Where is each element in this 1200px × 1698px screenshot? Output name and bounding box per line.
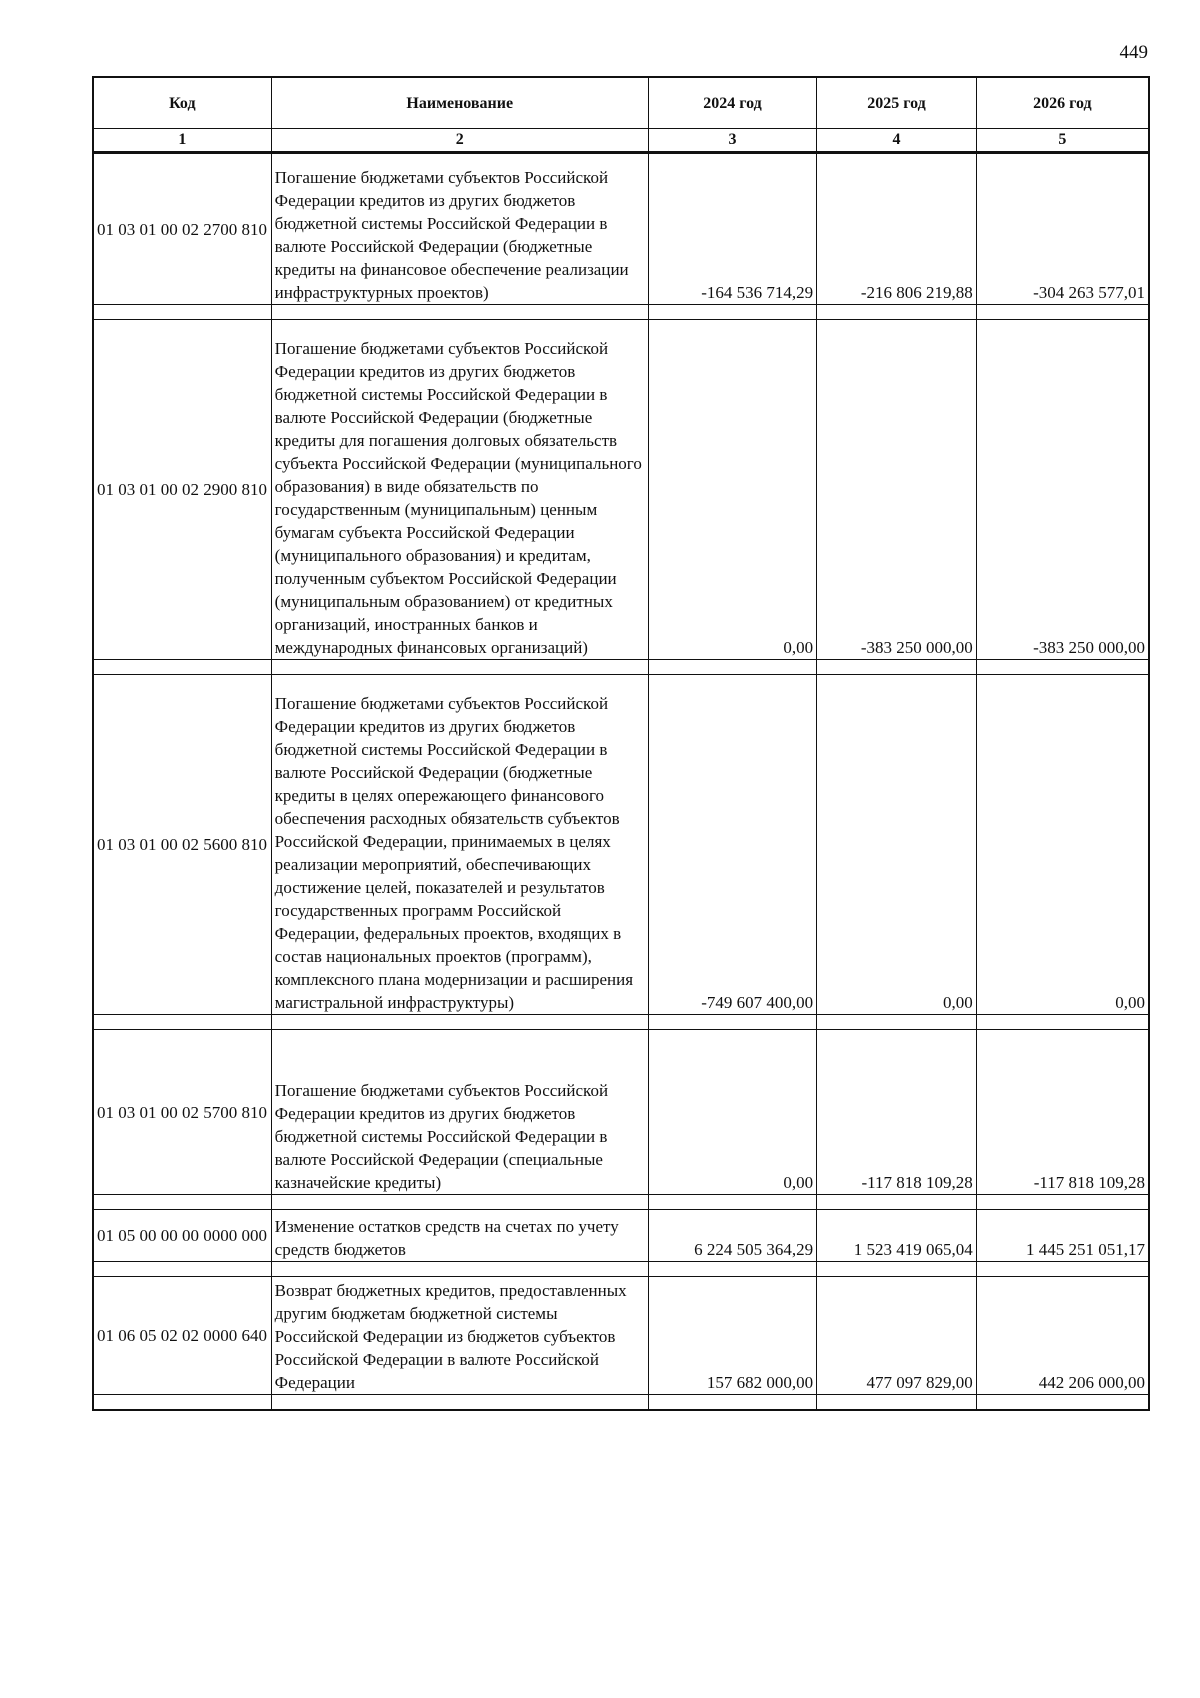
spacer-cell [976, 1195, 1149, 1210]
spacer-cell [817, 660, 977, 675]
spacer-cell [817, 1395, 977, 1411]
row-name: Погашение бюджетами субъектов Российской Федерации кредитов из других бюджетов бюджетной системы Российской Федерации в валюте Российской Федерации (специальные казначейские кредиты) [271, 1030, 648, 1195]
spacer-cell [648, 660, 816, 675]
spacer-cell [976, 660, 1149, 675]
row-value-2024: -749 607 400,00 [648, 675, 816, 1015]
row-name: Изменение остатков средств на счетах по учету средств бюджетов [271, 1210, 648, 1262]
row-code: 01 03 01 00 02 5600 810 [93, 675, 271, 1015]
row-value-2025: -383 250 000,00 [817, 320, 977, 660]
spacer-cell [93, 1262, 271, 1277]
spacer-row [93, 660, 1149, 675]
spacer-cell [976, 1015, 1149, 1030]
header-2025: 2025 год [817, 77, 977, 129]
spacer-cell [648, 1195, 816, 1210]
header-name: Наименование [271, 77, 648, 129]
spacer-cell [648, 1015, 816, 1030]
row-value-2026: -304 263 577,01 [976, 153, 1149, 305]
table-row [93, 1277, 1149, 1395]
spacer-cell [271, 1015, 648, 1030]
row-value-2026: 0,00 [976, 675, 1149, 1015]
spacer-cell [817, 1262, 977, 1277]
spacer-row [93, 1395, 1149, 1411]
row-code: 01 05 00 00 00 0000 000 [93, 1210, 271, 1262]
spacer-row [93, 1195, 1149, 1210]
row-code: 01 03 01 00 02 5700 810 [93, 1030, 271, 1195]
table-column-number-row [93, 129, 1149, 153]
row-value-2025: 1 523 419 065,04 [817, 1210, 977, 1262]
table-header-row [93, 77, 1149, 129]
row-value-2024: 0,00 [648, 1030, 816, 1195]
row-name: Возврат бюджетных кредитов, предоставленных другим бюджетам бюджетной системы Российской Федерации из бюджетов субъектов Российской Федерации в валюте Российской Федерации [271, 1277, 648, 1395]
spacer-row [93, 1262, 1149, 1277]
spacer-cell [817, 1015, 977, 1030]
spacer-cell [271, 1195, 648, 1210]
row-value-2025: -117 818 109,28 [817, 1030, 977, 1195]
spacer-row [93, 1015, 1149, 1030]
row-name: Погашение бюджетами субъектов Российской Федерации кредитов из других бюджетов бюджетной системы Российской Федерации в валюте Российской Федерации (бюджетные кредиты для погашения долговых обязательств субъекта Российской Федерации (муниципального образования) в виде обязательств по государственным (муниципальным) ценным бумагам субъекта Российской Федерации (муниципального образования) и кредитам, полученным субъектом Российской Федерации (муниципальным образованием) от кредитных организаций, иностранных банков и международных финансовых организаций) [271, 320, 648, 660]
header-2026: 2026 год [976, 77, 1149, 129]
spacer-cell [976, 1262, 1149, 1277]
table-row [93, 320, 1149, 660]
table-row [93, 1030, 1149, 1195]
row-value-2025: -216 806 219,88 [817, 153, 977, 305]
spacer-cell [271, 1395, 648, 1411]
row-name: Погашение бюджетами субъектов Российской Федерации кредитов из других бюджетов бюджетной системы Российской Федерации в валюте Российской Федерации (бюджетные кредиты в целях опережающего финансового обеспечения расходных обязательств субъектов Российской Федерации, принимаемых в целях реализации мероприятий, обеспечивающих достижение целей, показателей и результатов государственных программ Российской Федерации, федеральных проектов, входящих в состав национальных проектов (программ), комплексного плана модернизации и расширения магистральной инфраструктуры) [271, 675, 648, 1015]
spacer-cell [93, 305, 271, 320]
column-number-3: 3 [648, 129, 816, 153]
spacer-cell [648, 1262, 816, 1277]
spacer-cell [648, 305, 816, 320]
row-code: 01 06 05 02 02 0000 640 [93, 1277, 271, 1395]
row-code: 01 03 01 00 02 2700 810 [93, 153, 271, 305]
header-code: Код [93, 77, 271, 129]
spacer-cell [817, 305, 977, 320]
row-value-2025: 0,00 [817, 675, 977, 1015]
table-row [93, 1210, 1149, 1262]
row-name: Погашение бюджетами субъектов Российской Федерации кредитов из других бюджетов бюджетной системы Российской Федерации в валюте Российской Федерации (бюджетные кредиты на финансовое обеспечение реализации инфраструктурных проектов) [271, 153, 648, 305]
column-number-4: 4 [817, 129, 977, 153]
column-number-2: 2 [271, 129, 648, 153]
spacer-cell [271, 660, 648, 675]
row-value-2024: 157 682 000,00 [648, 1277, 816, 1395]
page-number: 449 [1119, 42, 1148, 63]
row-value-2026: 442 206 000,00 [976, 1277, 1149, 1395]
row-value-2026: -117 818 109,28 [976, 1030, 1149, 1195]
row-value-2024: -164 536 714,29 [648, 153, 816, 305]
row-value-2026: -383 250 000,00 [976, 320, 1149, 660]
row-value-2024: 6 224 505 364,29 [648, 1210, 816, 1262]
row-code: 01 03 01 00 02 2900 810 [93, 320, 271, 660]
spacer-cell [271, 305, 648, 320]
spacer-cell [93, 1395, 271, 1411]
spacer-cell [976, 305, 1149, 320]
table-row [93, 153, 1149, 305]
column-number-5: 5 [976, 129, 1149, 153]
table-row [93, 675, 1149, 1015]
row-value-2025: 477 097 829,00 [817, 1277, 977, 1395]
budget-sources-table [92, 76, 1150, 1411]
spacer-cell [93, 660, 271, 675]
spacer-cell [271, 1262, 648, 1277]
row-value-2026: 1 445 251 051,17 [976, 1210, 1149, 1262]
spacer-cell [976, 1395, 1149, 1411]
spacer-cell [93, 1195, 271, 1210]
spacer-cell [817, 1195, 977, 1210]
spacer-cell [648, 1395, 816, 1411]
spacer-row [93, 305, 1149, 320]
column-number-1: 1 [93, 129, 271, 153]
row-value-2024: 0,00 [648, 320, 816, 660]
header-2024: 2024 год [648, 77, 816, 129]
spacer-cell [93, 1015, 271, 1030]
